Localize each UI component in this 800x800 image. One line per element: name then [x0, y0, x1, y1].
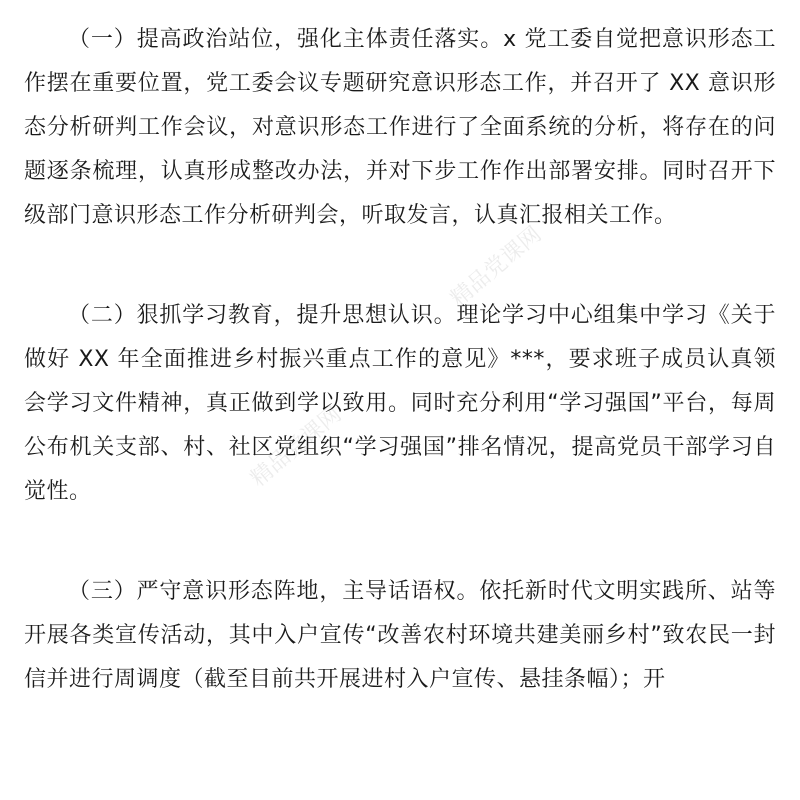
paragraph-2: （二）狠抓学习教育，提升思想认识。理论学习中心组集中学习《关于做好 XX 年全面推进乡村振兴重点工作的意见》***，要求班子成员认真领会学习文件精神，真正做到学以致用。同时充分利用“学习强国”平台，每周公布机关支部、村、社区党组织“学习强国”排名情况，提高党员干部学习自觉性。 — [24, 303, 776, 504]
watermark: 精品党课网 — [446, 222, 547, 312]
paragraph-1: （一）提高政治站位，强化主体责任落实。x 党工委自觉把意识形态工作摆在重要位置，党工委会议专题研究意识形态工作，并召开了 XX 意识形态分析研判工作会议，对意识形态工作进行了全面系统的分析，将存在的问题逐条梳理，认真形成整改办法，并对下步工作作出部署安排。同时召开下级部门意识形态工作分析研判会，听取发言，认真汇报相关工作。 — [24, 27, 776, 228]
watermark: 精品党课网 — [246, 402, 347, 492]
paragraph-3: （三）严守意识形态阵地，主导话语权。依托新时代文明实践所、站等开展各类宣传活动，其中入户宣传“改善农村环境共建美丽乡村”致农民一封信并进行周调度（截至目前共开展进村入户宣传、悬挂条幅）；开 — [24, 579, 776, 692]
document-body — [24, 18, 776, 758]
